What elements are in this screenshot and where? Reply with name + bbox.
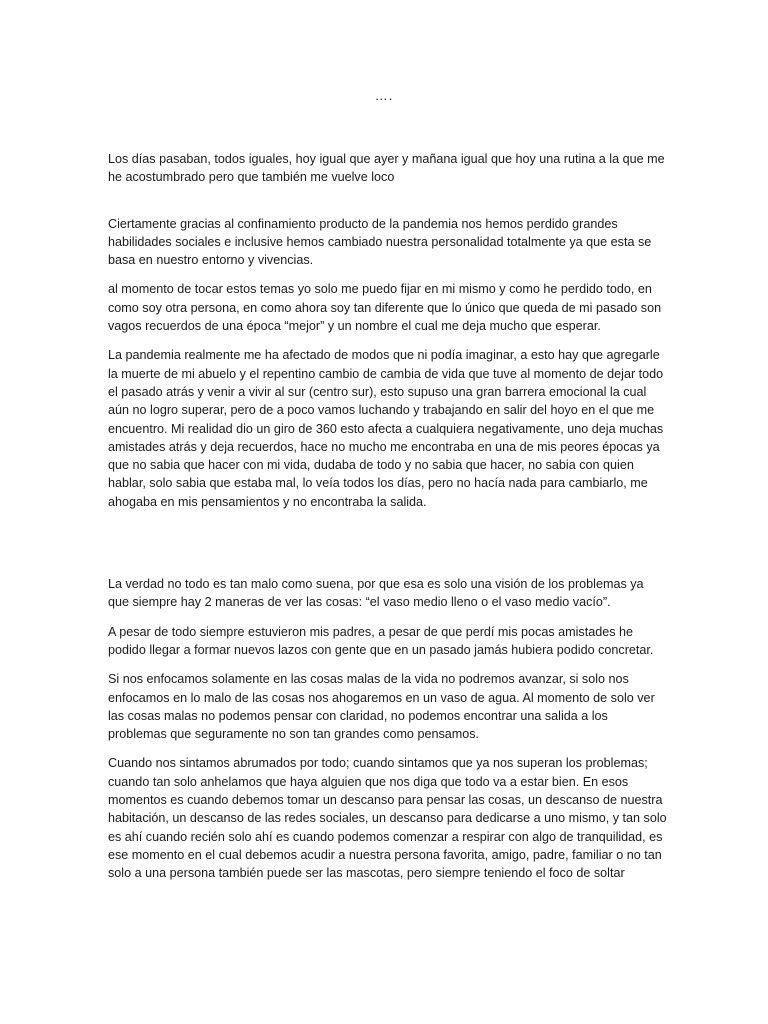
page-title: …. (374, 88, 394, 103)
paragraph-7: Si nos enfocamos solamente en las cosas malas de la vida no podremos avanzar, si solo nos enfocamos en lo malo de las cosas nos ahogaremos en un vaso de agua. Al momento de solo ver las cosas malas no podemos pensar con claridad, no podemos encontrar una salida a los problemas que seguramente no son tan grandes como pensamos. (108, 672, 655, 742)
paragraph-6: A pesar de todo siempre estuvieron mis padres, a pesar de que perdí mis pocas amistades he podido llegar a formar nuevos lazos con gente que en un pasado jamás hubiera podido concretar. (108, 624, 654, 657)
paragraph-2: Ciertamente gracias al confinamiento producto de la pandemia nos hemos perdido grandes habilidades sociales e inclusive hemos cambiado nuestra personalidad totalmente ya que esta se basa en nuestro entorno y vivencias. (108, 216, 652, 268)
document-body (108, 150, 668, 894)
paragraph-3: al momento de tocar estos temas yo solo me puedo fijar en mi mismo y como he perdido todo, en como soy otra persona, en como ahora soy tan diferente que lo único que queda de mi pasado son vagos recuerdos de una época “mejor” y un nombre el cual me deja mucho que esperar. (108, 282, 662, 334)
paragraph-8: Cuando nos sintamos abrumados por todo; cuando sintamos que ya nos superan los problemas; cuando tan solo anhelamos que haya alguien que nos diga que todo va a estar bien. En esos momentos es cuando debemos tomar un descanso para pensar las cosas, un descanso de nuestra habitación, un descanso de las redes sociales, un descanso para dedicarse a uno mismo, y tan solo es ahí cuando recién solo ahí es cuando podemos comenzar a respirar con algo de tranquilidad, es ese momento en el cual debemos acudir a nuestra persona favorita, amigo, padre, familiar o no tan solo a una persona también puede ser las mascotas, pero siempre teniendo el foco de soltar (108, 756, 667, 881)
paragraph-5: La verdad no todo es tan malo como suena, por que esa es solo una visión de los problemas ya que siempre hay 2 maneras de ver las cosas: “el vaso medio lleno o el vaso medio vacío”. (108, 577, 644, 610)
paragraph-1: Los días pasaban, todos iguales, hoy igual que ayer y mañana igual que hoy una rutina a la que me he acostumbrado pero que también me vuelve loco (108, 152, 665, 185)
paragraph-4: La pandemia realmente me ha afectado de modos que ni podía imaginar, a esto hay que agregarle la muerte de mi abuelo y el repentino cambio de cambia de vida que tuve al momento de dejar todo el pasado atrás y venir a vivir al sur (centro sur), esto supuso una gran barrera emocional la cual aún no logro superar, pero de a poco vamos luchando y trabajando en salir del hoyo en el que me encuentro. Mi realidad dio un giro de 360 esto afecta a cualquiera negativamente, uno deja muchas amistades atrás y deja recuerdos, hace no mucho me encontraba en una de mis peores épocas ya que no sabia que hacer con mi vida, dudaba de todo y no sabia que hacer, no sabia con quien hablar, solo sabia que estaba mal, lo veía todos los días, pero no hacía nada para cambiarlo, me ahogaba en mis pensamientos y no encontraba la salida. (108, 348, 664, 509)
